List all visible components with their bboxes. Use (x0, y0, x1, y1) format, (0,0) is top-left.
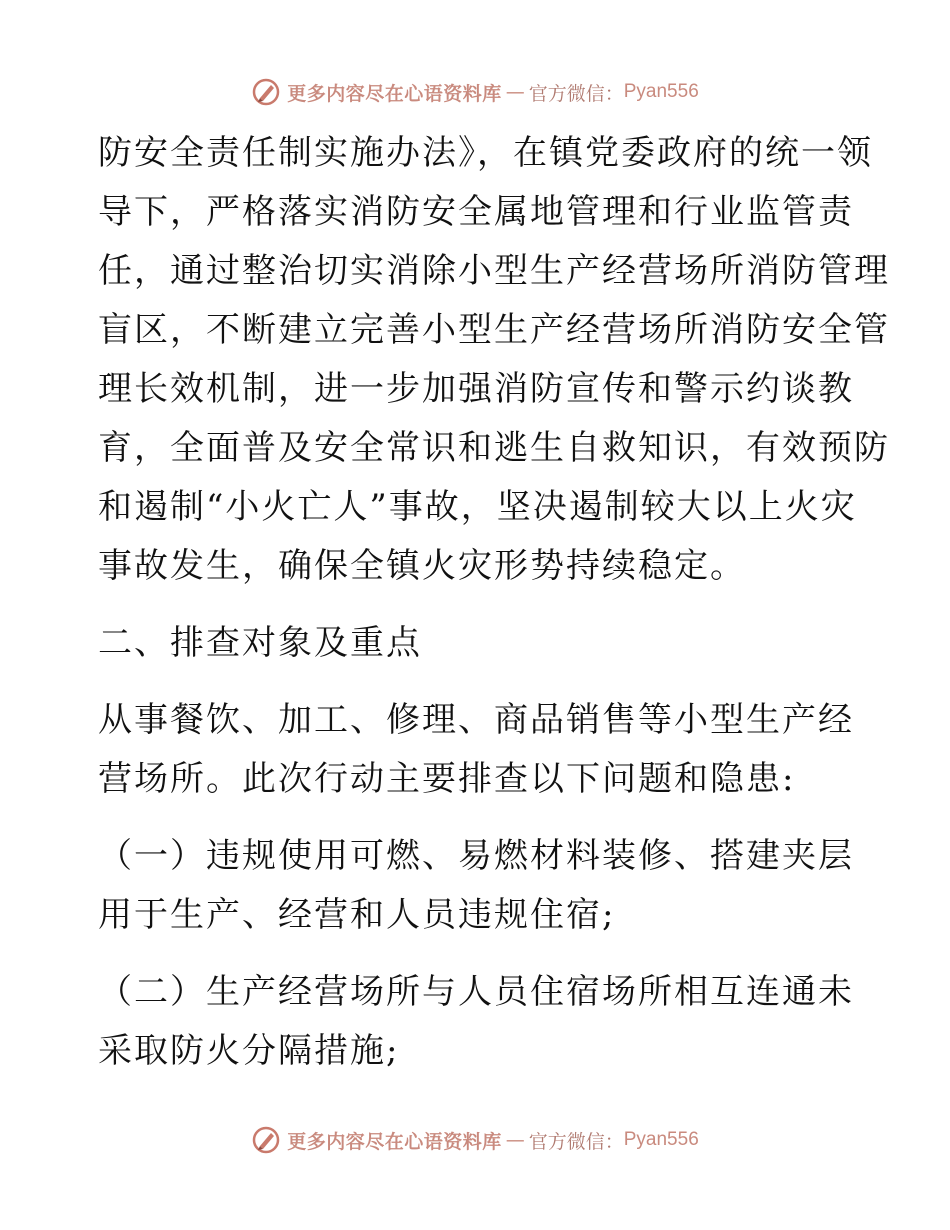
text-line: 盲区，不断建立完善小型生产经营场所消防安全管 (98, 310, 890, 350)
watermark-wechat-id: Pyan556 (623, 1129, 699, 1150)
paragraph-3 (98, 827, 858, 945)
text-line: 事故发生，确保全镇火灾形势持续稳定。 (98, 546, 746, 586)
text-line: 防安全责任制实施办法》，在镇党委政府的统一领 (98, 133, 873, 173)
text-line: 育，全面普及安全常识和逃生自救知识，有效预防 (98, 428, 890, 468)
paragraph-2 (98, 691, 858, 809)
watermark-wechat-label: 官方微信： (528, 82, 624, 105)
paragraph-1 (98, 124, 890, 596)
paragraph-4 (98, 963, 858, 1081)
header-watermark (0, 72, 950, 112)
document-body (98, 124, 890, 1081)
text-line: 和遏制“小火亡人”事故，坚决遏制较大以上火灾 (98, 487, 857, 527)
watermark-main-text: 更多内容尽在心语资料库 (287, 82, 502, 105)
watermark-wechat-label: 官方微信： (528, 1130, 624, 1153)
pen-logo-icon (251, 1125, 281, 1155)
text-line: 采取防火分隔措施; (98, 1031, 400, 1071)
text-line: 从事餐饮、加工、修理、商品销售等小型生产经 (98, 700, 854, 740)
watermark-dash: — (505, 81, 525, 103)
text-line: 导下，严格落实消防安全属地管理和行业监管责 (98, 192, 854, 232)
watermark-dash: — (505, 1129, 525, 1151)
text-line: 任，通过整治切实消除小型生产经营场所消防管理 (98, 251, 890, 291)
watermark-wechat-id: Pyan556 (623, 81, 699, 102)
text-line: 用于生产、经营和人员违规住宿; (98, 895, 616, 935)
text-line: （二）生产经营场所与人员住宿场所相互连通未 (98, 972, 854, 1012)
text-line: （一）违规使用可燃、易燃材料装修、搭建夹层 (98, 836, 854, 876)
section-heading: 二、排查对象及重点 (98, 623, 422, 663)
pen-logo-icon (251, 77, 281, 107)
watermark-main-text: 更多内容尽在心语资料库 (287, 1130, 502, 1153)
text-line: 营场所。此次行动主要排查以下问题和隐患: (98, 759, 796, 799)
text-line: 理长效机制，进一步加强消防宣传和警示约谈教 (98, 369, 854, 409)
footer-watermark (0, 1120, 950, 1160)
